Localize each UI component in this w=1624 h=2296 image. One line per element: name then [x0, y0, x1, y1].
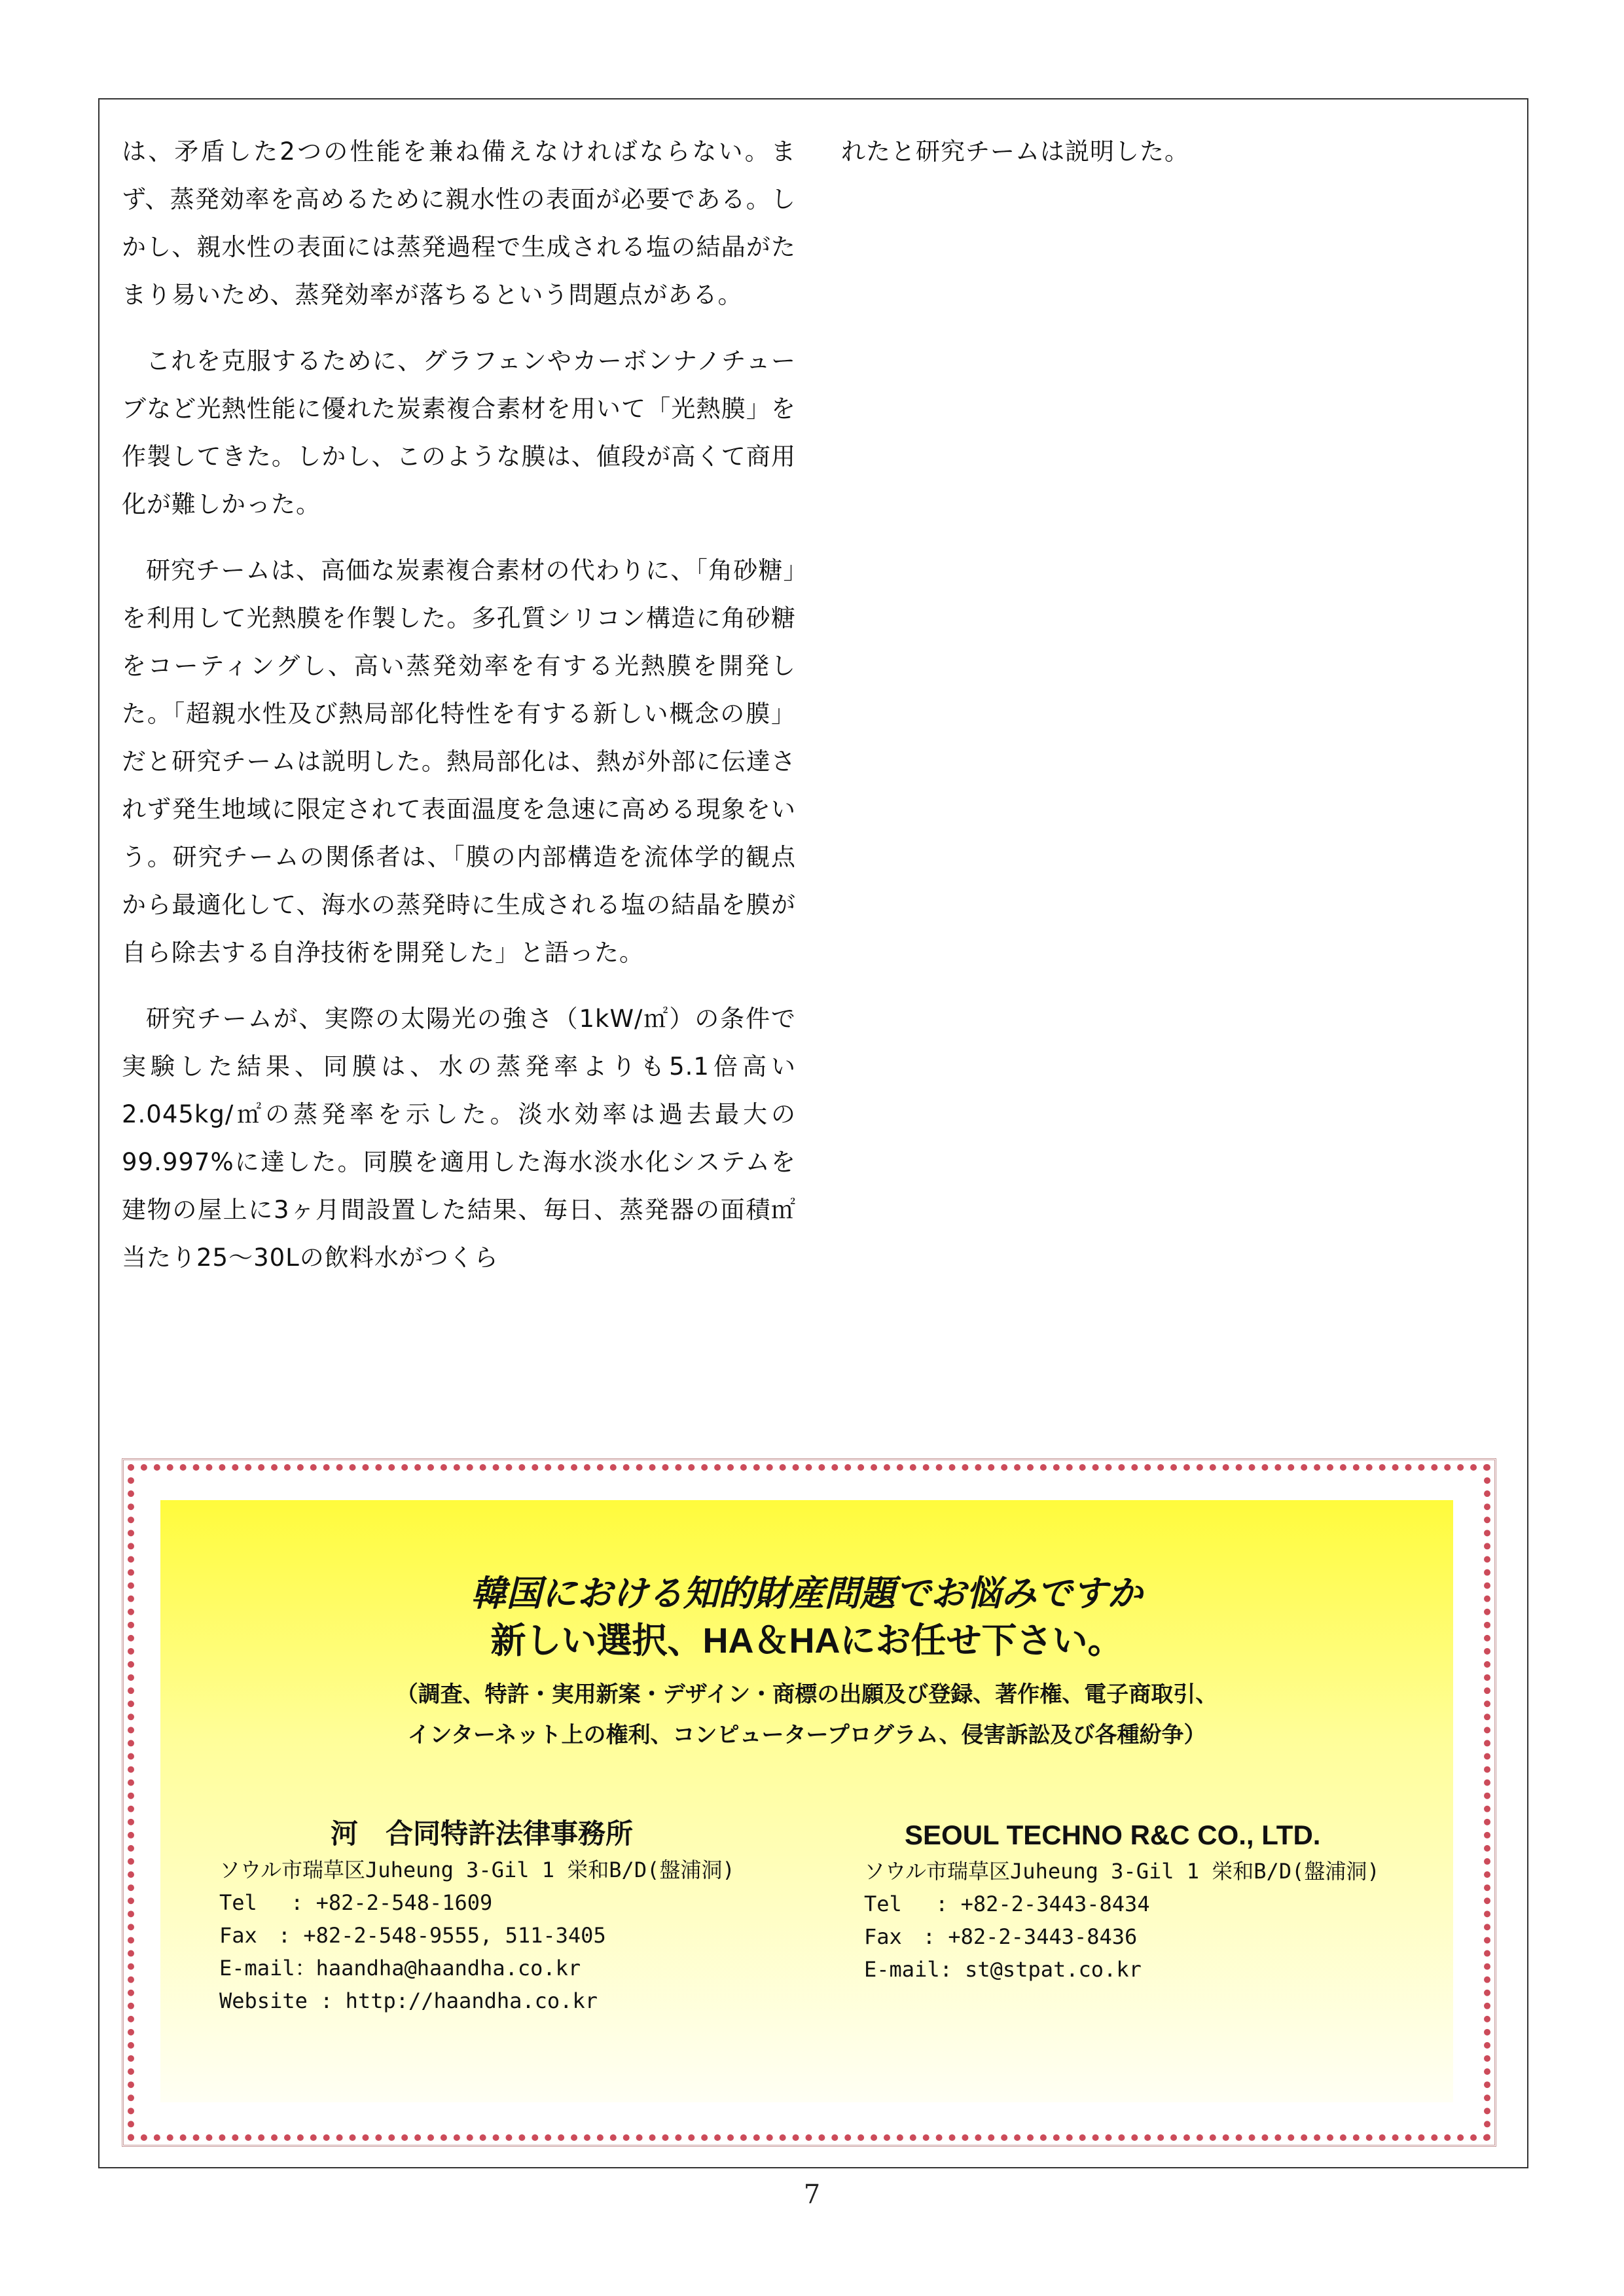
office-name: 河 合同特許法律事務所 — [331, 1818, 634, 1849]
article-paragraph: 研究チームが、実際の太陽光の強さ（1kW/㎡）の条件で実験した結果、同膜は、水の蒸発率よりも5.1倍高い2.045kg/㎡の蒸発率を示した。淡水効率は過去最大の99.997%に達した。同膜を適用した海水淡水化システムを建物の屋上に3ヶ月間設置した結果、毎日、蒸発器の面積㎡当たり25～30Lの飲料水がつくら — [122, 1005, 796, 1272]
advert-headline: 韓国における知的財産問題でお悩みですか — [471, 1574, 1143, 1613]
office-website: Website : http://haandha.co.kr — [219, 1988, 598, 2013]
office-address: ソウル市瑞草区Juheung 3-Gil 1 栄和B/D(盤浦洞) — [864, 1859, 1380, 1884]
article-paragraph: は、矛盾した2つの性能を兼ね備えなければならない。まず、蒸発効率を高めるために親水性の表面が必要である。しかし、親水性の表面には蒸発過程で生成される塩の結晶がたまり易いため、蒸発効率が落ちるという問題点がある。 — [122, 137, 796, 309]
advert-services — [160, 1674, 1453, 1755]
office-tel: Tel : +82-2-3443-8434 — [864, 1892, 1150, 1916]
article-paragraph: 研究チームは、高価な炭素複合素材の代わりに、「角砂糖」を利用して光熱膜を作製した。多孔質シリコン構造に角砂糖をコーティングし、高い蒸発効率を有する光熱膜を開発した。「超親水性及び熱局部化特性を有する新しい概念の膜」だと研究チームは説明した。熱局部化は、熱が外部に伝達されず発生地域に限定されて表面温度を急速に高める現象をいう。研究チームの関係者は、「膜の内部構造を流体学的観点から最適化して、海水の蒸発時に生成される塩の結晶を膜が自ら除去する自浄技術を開発した」と語った。 — [122, 556, 796, 967]
office-fax: Fax : +82-2-3443-8436 — [864, 1924, 1138, 1949]
article-paragraph: これを克服するために、グラフェンやカーボンナノチューブなど光熱性能に優れた炭素複合素材を用いて「光熱膜」を作製してきた。しかし、このような膜は、値段が高くて商用化が難しかった。 — [122, 347, 796, 518]
office-name: SEOUL TECHNO R&C CO., LTD. — [905, 1820, 1321, 1850]
advert-services-line: インターネット上の権利、コンピュータープログラム、侵害訴訟及び各種紛争） — [407, 1723, 1206, 1748]
office-tel: Tel : +82-2-548-1609 — [219, 1890, 493, 1915]
office-address: ソウル市瑞草区Juheung 3-Gil 1 栄和B/D(盤浦洞) — [219, 1857, 735, 1882]
article-left-column — [122, 128, 796, 1300]
article-paragraph: れたと研究チームは説明した。 — [841, 137, 1189, 166]
article-right-column — [841, 128, 1430, 194]
advert-subheadline: 新しい選択、HA＆HAにお任せ下さい。 — [490, 1621, 1123, 1660]
office-email: E-mail: st@stpat.co.kr — [864, 1957, 1142, 1982]
office-left — [219, 1814, 735, 2017]
advert-services-line: （調査、特許・実用新案・デザイン・商標の出願及び登録、著作権、電子商取引、 — [395, 1682, 1218, 1707]
page-number: 7 — [803, 2179, 821, 2210]
office-right — [864, 1816, 1380, 1986]
office-email: E-mail：haandha@haandha.co.kr — [219, 1956, 581, 1981]
office-fax: Fax : +82-2-548-9555, 511-3405 — [219, 1923, 606, 1948]
advert-panel — [160, 1500, 1453, 2102]
